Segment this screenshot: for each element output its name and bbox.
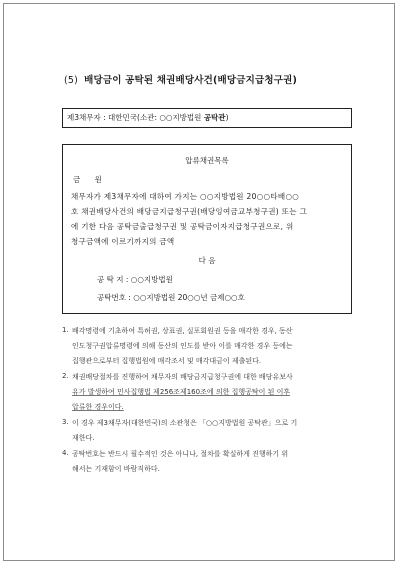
- note-line: 채권배당절차를 진행하여 채무자의 배당금지급청구권에 대한 배당유보사: [72, 373, 293, 381]
- third-party-debtor-close: ): [225, 113, 229, 122]
- note-number: 2.: [62, 372, 69, 380]
- claim-amount-label: 금 원: [73, 175, 108, 184]
- claim-description-line: 에 기한 다음 공탁금출급청구권 및 공탁금이자지급청구권으로, 위: [71, 222, 294, 231]
- note-line: 인도청구권압류명령에 의해 동산의 인도를 받아 이를 매각한 경우 등에는: [72, 342, 293, 350]
- claim-description-line: 청구금액에 이르기까지의 금액: [71, 237, 175, 246]
- third-party-debtor-label: 제3채무자 : 대한민국(소관: ○○지방법원: [67, 113, 204, 122]
- note-number: 3.: [62, 418, 69, 426]
- seized-claims-box: [62, 144, 352, 314]
- claim-description-line: 채무자가 제3채무자에 대하여 가지는 ○○지방법원 20○○타배○○: [71, 192, 300, 201]
- seized-claims-title: 압류채권목록: [185, 156, 229, 165]
- deposit-office-line: 공 탁 지 : ○○지방법원: [97, 275, 173, 284]
- note-line: 집행관으로부터 집행법원에 매각조서 및 매각대금이 제출된다.: [72, 357, 262, 365]
- note-line: 유가 발생하여 민사집행법 제256조제160조에 의한 집행공탁이 된 이후: [72, 388, 291, 396]
- section-heading: [64, 72, 297, 86]
- note-line: 이 경우 제3채무자(대한민국)의 소관청은 「○○지방법원 공탁관」으로 기: [72, 419, 298, 427]
- deposit-number-line: 공탁번호 : ○○지방법원 20○○년 금제○○호: [97, 293, 245, 302]
- note-number: 4.: [62, 449, 69, 457]
- note-line: 재한다.: [72, 434, 95, 442]
- claim-description-line: 호 채권배당사건의 배당금지급청구권(배당잉여금교부청구권) 또는 그: [71, 207, 307, 216]
- note-line: 배각명령에 기초하여 특허권, 상표권, 실포회원권 등을 매각한 경우, 동산: [72, 327, 293, 335]
- third-party-debtor-box: [62, 108, 352, 128]
- document-page: [3, 3, 395, 561]
- section-title: 배당금이 공탁된 채권배당사건(배당금지급청구권): [84, 75, 298, 86]
- section-number: (5): [64, 75, 79, 86]
- note-line: 공탁번호는 반드시 필수적인 것은 아니나, 절차를 확실하게 진행하기 위: [72, 450, 289, 458]
- following-label: 다 음: [198, 256, 216, 265]
- note-line: 해서는 기재함이 바람직하다.: [72, 465, 160, 473]
- note-line: 압류한 경우이다.: [72, 403, 124, 411]
- note-number: 1.: [62, 326, 69, 334]
- deposit-office: 공탁관: [203, 113, 226, 122]
